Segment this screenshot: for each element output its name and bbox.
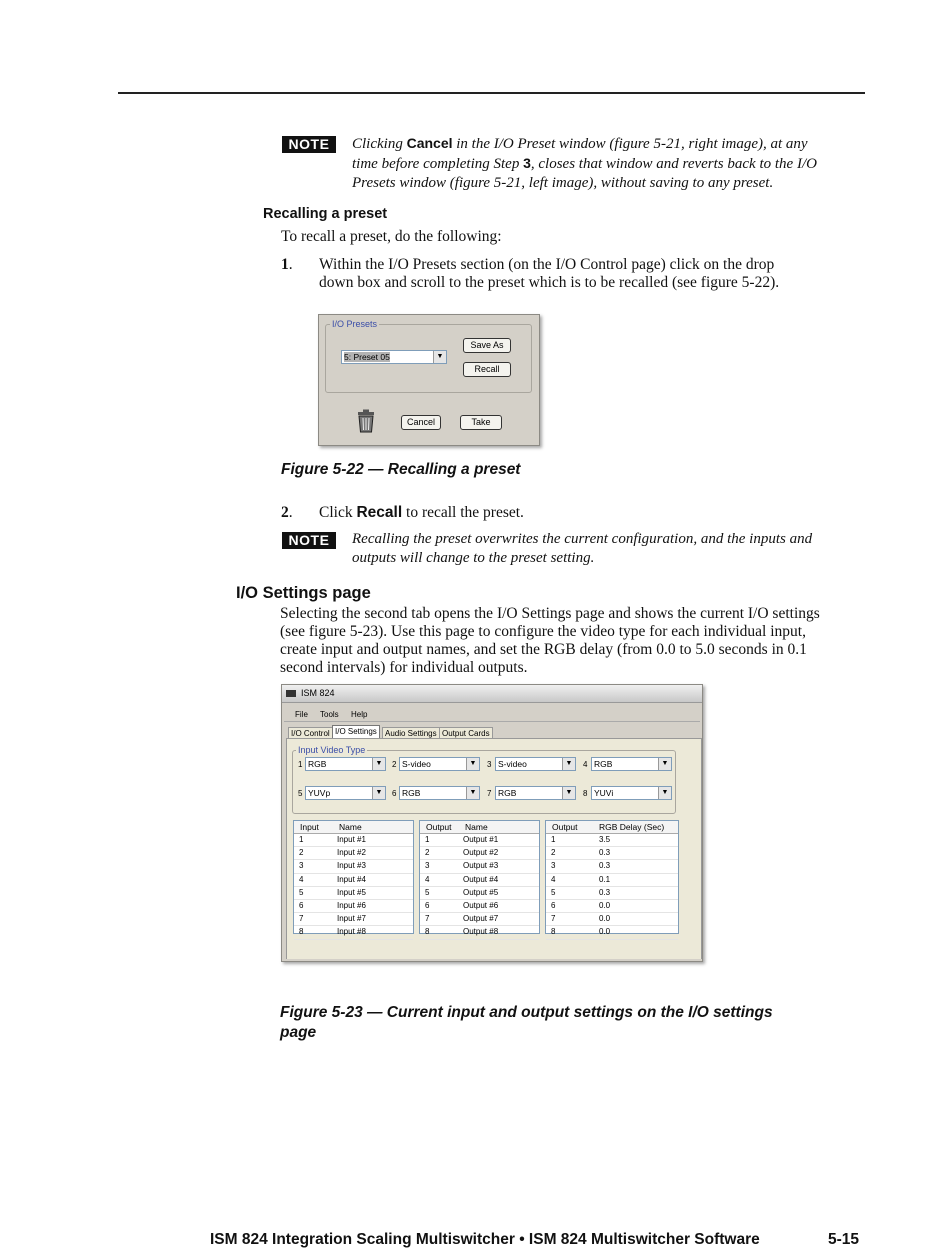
cell: 0.0	[599, 900, 611, 910]
cell: Input #3	[337, 861, 366, 871]
io-presets-title: I/O Presets	[332, 319, 378, 329]
tab-audio-settings[interactable]: Audio Settings	[382, 727, 440, 739]
select-value: RGB	[594, 759, 613, 769]
video-type-select-8[interactable]	[591, 786, 672, 800]
video-type-select-6[interactable]	[399, 786, 480, 800]
list-row[interactable]	[294, 900, 413, 913]
step-text: Within the I/O Presets section (on the I/O Control page) click on the drop down box and scroll to the preset which is to be recalled (see figure 5-22).	[319, 256, 780, 291]
input-number-label: 3	[487, 760, 492, 769]
select-value: RGB	[498, 788, 517, 798]
input-number-label: 5	[298, 789, 303, 798]
list-row[interactable]	[294, 860, 413, 873]
list-row[interactable]	[420, 860, 539, 873]
cell: 3	[551, 861, 556, 871]
section-heading: I/O Settings page	[236, 584, 371, 602]
cell: Output #3	[463, 861, 499, 871]
cell: Input #7	[337, 914, 366, 924]
list-row[interactable]	[420, 900, 539, 913]
list-row[interactable]	[294, 913, 413, 926]
ism-824-window	[281, 684, 703, 962]
cell: Output #5	[463, 887, 499, 897]
cell: Output #2	[463, 848, 499, 858]
cell: Input #8	[337, 927, 366, 937]
cell: 0.3	[599, 861, 611, 871]
list-row[interactable]	[420, 834, 539, 847]
cell: 4	[299, 874, 304, 884]
figure-caption: Figure 5-23 — Current input and output settings on the I/O settings page	[280, 1004, 773, 1041]
list-row[interactable]	[420, 913, 539, 926]
cell: 6	[425, 900, 430, 910]
list-header	[546, 821, 678, 834]
cell: 7	[425, 914, 430, 924]
cell: 7	[551, 914, 556, 924]
take-button[interactable]: Take	[460, 415, 502, 430]
column-header[interactable]: Name	[339, 822, 362, 832]
select-value: RGB	[402, 788, 421, 798]
list-row[interactable]	[546, 847, 678, 860]
cell: Output #8	[463, 927, 499, 937]
menu-divider	[284, 721, 700, 722]
cell: Output #7	[463, 914, 499, 924]
cell: 1	[299, 835, 304, 844]
input-number-label: 2	[392, 760, 397, 769]
list-row[interactable]	[546, 926, 678, 939]
chevron-down-icon[interactable]: ▼	[562, 758, 575, 770]
note-text: Clicking Cancel in the I/O Preset window (figure 5-21, right image), at any time before completing Step 3, closes that window and reverts back to the I/O Presets window (figure 5-21, left image), without saving to any preset.	[352, 135, 817, 191]
save-as-button[interactable]: Save As	[463, 338, 511, 353]
note-badge: NOTE	[282, 136, 336, 153]
video-type-select-3[interactable]	[495, 757, 576, 771]
chevron-down-icon[interactable]: ▼	[466, 758, 479, 770]
input-number-label: 7	[487, 789, 492, 798]
list-row[interactable]	[420, 926, 539, 939]
cell: 2	[551, 848, 556, 858]
cell: 1	[551, 835, 556, 844]
cell: 5	[299, 887, 304, 897]
cell: Input #4	[337, 874, 366, 884]
preset-dropdown-value: 5: Preset 05	[344, 352, 390, 362]
column-header[interactable]: Name	[465, 822, 488, 832]
recall-button[interactable]: Recall	[463, 362, 511, 377]
preset-dropdown[interactable]	[341, 350, 447, 364]
input-number-label: 1	[298, 760, 303, 769]
chevron-down-icon[interactable]: ▼	[466, 787, 479, 799]
cell: Input #2	[337, 848, 366, 858]
list-row[interactable]	[546, 874, 678, 887]
recall-heading: Recalling a preset	[263, 206, 388, 222]
list-row[interactable]	[546, 834, 678, 847]
column-header[interactable]: Input	[300, 822, 319, 832]
video-type-select-4[interactable]	[591, 757, 672, 771]
list-row[interactable]	[546, 887, 678, 900]
list-row[interactable]	[294, 847, 413, 860]
list-row[interactable]	[294, 834, 413, 847]
section-paragraph: Selecting the second tab opens the I/O Settings page and shows the current I/O settings (see figure 5-23). Use this page to configure the video type for each individual input, create input and output names, and set the RGB delay (from 0.0 to 5.0 seconds in 0.1 second intervals) for individual outputs.	[280, 605, 820, 676]
menu-file[interactable]: File	[295, 710, 308, 719]
tab-output-cards[interactable]: Output Cards	[439, 727, 493, 739]
list-row[interactable]	[294, 887, 413, 900]
header-rule	[118, 92, 865, 94]
cell: 7	[299, 914, 304, 924]
footer-title: ISM 824 Integration Scaling Multiswitcher • ISM 824 Multiswitcher Software	[210, 1231, 760, 1248]
cell: 0.0	[599, 927, 611, 937]
page-number: 5-15	[828, 1231, 860, 1248]
note-badge: NOTE	[282, 532, 336, 549]
cell: Output #1	[463, 835, 499, 844]
title-bar	[282, 685, 702, 703]
step-number: 1.	[281, 256, 293, 273]
column-header[interactable]: Output	[552, 822, 578, 832]
list-row[interactable]	[546, 913, 678, 926]
output-names-list[interactable]	[419, 820, 540, 937]
cell: 4	[551, 874, 556, 884]
cell: Input #6	[337, 900, 366, 910]
chevron-down-icon[interactable]: ▼	[433, 351, 446, 363]
window-title: ISM 824	[301, 688, 335, 698]
list-row[interactable]	[420, 847, 539, 860]
cell: 5	[551, 887, 556, 897]
select-value: S-video	[498, 759, 527, 769]
video-type-select-1[interactable]	[305, 757, 386, 771]
list-row[interactable]	[294, 874, 413, 887]
select-value: YUVp	[308, 788, 331, 798]
tab-io-settings[interactable]: I/O Settings	[332, 725, 380, 739]
cell: 0.1	[599, 874, 611, 884]
list-header	[294, 821, 413, 834]
cell: Output #6	[463, 900, 499, 910]
note-text: Recalling the preset overwrites the current configuration, and the inputs and outputs will change to the preset setting.	[352, 531, 813, 566]
cell: 1	[425, 835, 430, 844]
video-type-select-2[interactable]	[399, 757, 480, 771]
cell: 6	[299, 900, 304, 910]
cancel-button[interactable]: Cancel	[401, 415, 441, 430]
chevron-down-icon[interactable]: ▼	[562, 787, 575, 799]
input-number-label: 6	[392, 789, 397, 798]
io-presets-window	[318, 314, 540, 446]
column-header[interactable]: Output	[426, 822, 452, 832]
chevron-down-icon[interactable]: ▼	[658, 758, 671, 770]
input-number-label: 4	[583, 760, 588, 769]
column-header[interactable]: RGB Delay (Sec)	[599, 822, 665, 832]
list-row[interactable]	[420, 874, 539, 887]
cell: 8	[425, 927, 430, 937]
figure-caption: Figure 5-22 — Recalling a preset	[281, 461, 521, 478]
cell: 3.5	[599, 835, 611, 844]
cell: 0.3	[599, 848, 611, 858]
cell: 2	[299, 848, 304, 858]
chevron-down-icon[interactable]: ▼	[372, 787, 385, 799]
video-type-select-7[interactable]	[495, 786, 576, 800]
cell: 6	[551, 900, 556, 910]
menu-tools[interactable]: Tools	[320, 710, 339, 719]
cell: 0.3	[599, 887, 611, 897]
input-names-list[interactable]	[293, 820, 414, 937]
video-type-select-5[interactable]	[305, 786, 386, 800]
cell: 2	[425, 848, 430, 858]
list-row[interactable]	[420, 887, 539, 900]
cell: 5	[425, 887, 430, 897]
cell: 3	[299, 861, 304, 871]
recall-intro: To recall a preset, do the following:	[281, 228, 502, 245]
input-video-type-title: Input Video Type	[298, 745, 366, 755]
rgb-delay-list[interactable]	[545, 820, 679, 937]
cell: 0.0	[599, 914, 611, 924]
list-row[interactable]	[294, 926, 413, 939]
step-number: 2.	[281, 504, 293, 521]
select-value: RGB	[308, 759, 327, 769]
step-text: Click Recall to recall the preset.	[319, 504, 524, 521]
cell: 8	[551, 927, 556, 937]
cell: Output #4	[463, 874, 499, 884]
select-value: YUVi	[594, 788, 614, 798]
chevron-down-icon[interactable]: ▼	[372, 758, 385, 770]
input-number-label: 8	[583, 789, 588, 798]
cell: 8	[299, 927, 304, 937]
list-header	[420, 821, 539, 834]
cell: 3	[425, 861, 430, 871]
chevron-down-icon[interactable]: ▼	[658, 787, 671, 799]
trash-icon[interactable]	[355, 409, 377, 433]
list-row[interactable]	[546, 860, 678, 873]
tab-io-control[interactable]: I/O Control	[288, 727, 333, 739]
app-icon	[286, 690, 296, 697]
cell: 4	[425, 874, 430, 884]
select-value: S-video	[402, 759, 431, 769]
cell: Input #1	[337, 835, 366, 844]
cell: Input #5	[337, 887, 366, 897]
list-row[interactable]	[546, 900, 678, 913]
menu-help[interactable]: Help	[351, 710, 368, 719]
